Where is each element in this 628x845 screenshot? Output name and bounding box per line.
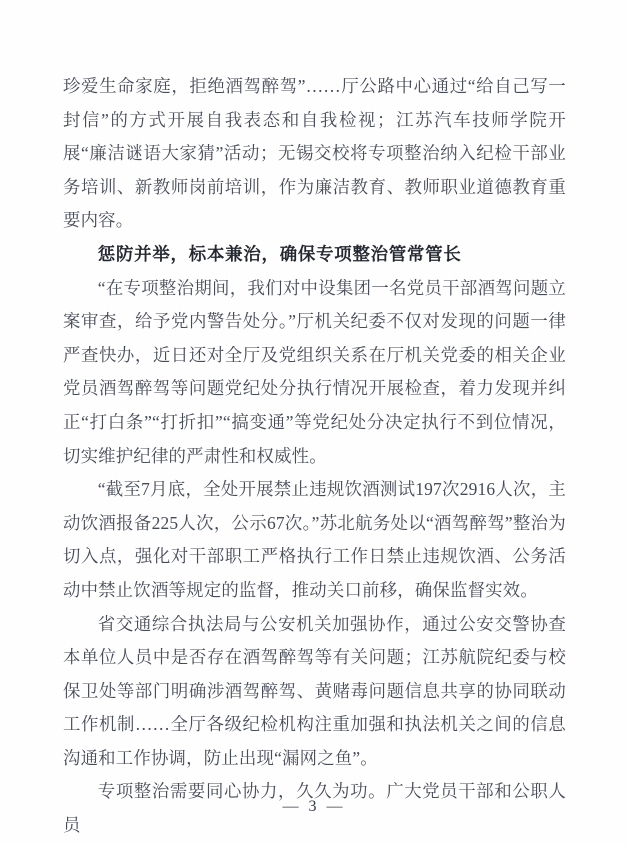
section-heading: 惩防并举，标本兼治，确保专项整治管常管长 [97,243,462,264]
paragraph: 珍爱生命家庭，拒绝酒驾醉驾”……厅公路中心通过“给自己写一封信”的方式开展自我表态和自我检视；江苏汽车技师学院开展“廉洁谜语大家猜”活动；无锡交校将专项整治纳入纪检干部业务培训、新教师岗前培训，作为廉洁教育、教师职业道德教育重要内容。 [63,76,566,231]
page-number: — 3 — [282,798,346,815]
paragraph: “截至7月底，全处开展禁止违规饮酒测试197次2916人次，主动饮酒报备225人次，公示67次。”苏北航务处以“酒驾醉驾”整治为切入点，强化对干部职工严格执行工作日禁止违规饮酒、公务活动中禁止饮酒等规定的监督，推动关口前移，确保监督实效。 [63,479,566,600]
paragraph: 省交通综合执法局与公安机关加强协作，通过公安交警协查本单位人员中是否存在酒驾醉驾等有关问题；江苏航院纪委与校保卫处等部门明确涉酒驾醉驾、黄赌毒问题信息共享的协同联动工作机制……全厅各级纪检机构注重加强和执法机关之间的信息沟通和工作协调，防止出现“漏网之鱼”。 [63,613,566,768]
paragraph: “在专项整治期间，我们对中设集团一名党员干部酒驾问题立案审查，给予党内警告处分。”厅机关纪委不仅对发现的问题一律严查快办，近日还对全厅及党组织关系在厅机关党委的相关企业党员酒驾醉驾等问题党纪处分执行情况开展检查，着力发现并纠正“打白条”“打折扣”“搞变通”等党纪处分决定执行不到位情况，切实维护纪律的严肃性和权威性。 [63,277,566,466]
document-body [63,70,566,843]
paragraph: 专项整治需要同心协力，久久为功。广大党员干部和公职人员 [63,781,566,836]
